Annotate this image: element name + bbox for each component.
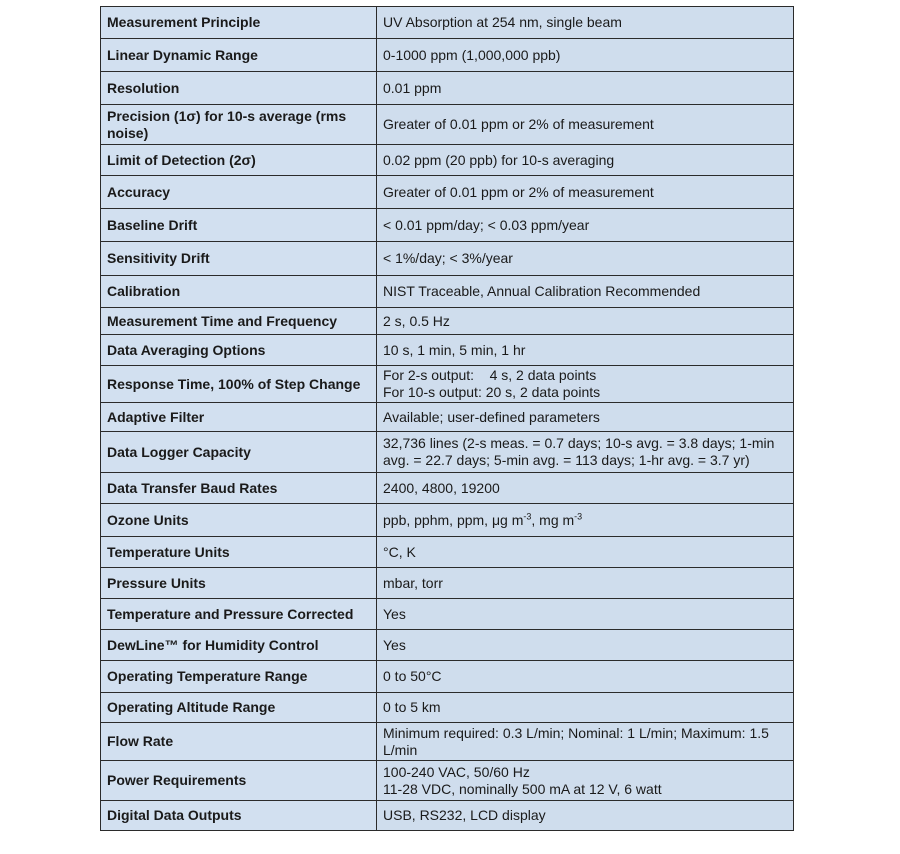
unit-exponent: -3 (523, 510, 532, 521)
spec-row (101, 568, 794, 599)
spec-value (377, 366, 794, 403)
spec-value (377, 761, 794, 801)
spec-row (101, 7, 794, 39)
spec-row (101, 504, 794, 537)
spec-row (101, 432, 794, 473)
spec-value (377, 335, 794, 366)
spec-label: Power Requirements (101, 761, 377, 801)
spec-value (377, 693, 794, 723)
spec-label: Accuracy (101, 176, 377, 209)
spec-value (377, 432, 794, 473)
spec-row (101, 145, 794, 176)
spec-value (377, 145, 794, 176)
spec-value (377, 7, 794, 39)
spec-value-line: mbar, torr (383, 574, 443, 591)
spec-row (101, 630, 794, 661)
spec-value-line: NIST Traceable, Annual Calibration Recommended (383, 283, 701, 299)
spec-value (377, 39, 794, 72)
spec-value-line: < 1%/day; < 3%/year (383, 250, 513, 266)
spec-row (101, 473, 794, 504)
spec-label: Measurement Principle (101, 7, 377, 39)
spec-label: Temperature and Pressure Corrected (101, 599, 377, 630)
spec-value (377, 661, 794, 693)
spec-row (101, 209, 794, 242)
spec-label: Temperature Units (101, 537, 377, 568)
spec-value (377, 568, 794, 599)
spec-label: Operating Altitude Range (101, 693, 377, 723)
spec-row (101, 403, 794, 432)
spec-value-line: 2 s, 0.5 Hz (383, 312, 450, 329)
spec-label: Precision (1σ) for 10-s average (rms noise) (101, 105, 377, 145)
spec-value (377, 403, 794, 432)
spec-row (101, 242, 794, 276)
spec-value-line: Greater of 0.01 ppm or 2% of measurement (383, 183, 654, 200)
spec-row (101, 308, 794, 335)
spec-value-line: Minimum required: 0.3 L/min; Nominal: 1 L/min; Maximum: 1.5 L/min (383, 724, 773, 758)
spec-label: Baseline Drift (101, 209, 377, 242)
spec-label: Operating Temperature Range (101, 661, 377, 693)
spec-value-line: Yes (383, 605, 406, 622)
spec-value-line: 0-1000 ppm (1,000,000 ppb) (383, 46, 561, 63)
spec-label: Calibration (101, 276, 377, 308)
spec-row (101, 39, 794, 72)
spec-row (101, 801, 794, 831)
spec-value (377, 473, 794, 504)
spec-label: Ozone Units (101, 504, 377, 537)
spec-value-text: , mg m (531, 511, 575, 528)
spec-value-line: For 2-s output: 4 s, 2 data points (383, 367, 597, 383)
spec-value-text: ppb, pphm, ppm, μg m (383, 511, 524, 528)
spec-value-line: 0.02 ppm (20 ppb) for 10-s averaging (383, 151, 615, 168)
spec-row (101, 105, 794, 145)
spec-row (101, 72, 794, 105)
spec-value-line: 10 s, 1 min, 5 min, 1 hr (383, 341, 526, 358)
spec-label: Linear Dynamic Range (101, 39, 377, 72)
spec-value (377, 801, 794, 831)
spec-value (377, 72, 794, 105)
spec-value-line: 32,736 lines (2-s meas. = 0.7 days; 10-s avg. = 3.8 days; 1-min avg. = 22.7 days; 5-min avg. = 113 days; 1-hr avg. = 3.7 yr) (383, 435, 779, 468)
spec-label: Sensitivity Drift (101, 242, 377, 276)
spec-label: Pressure Units (101, 568, 377, 599)
spec-value (377, 209, 794, 242)
spec-row (101, 276, 794, 308)
spec-row (101, 599, 794, 630)
spec-row (101, 693, 794, 723)
spec-label: Response Time, 100% of Step Change (101, 366, 377, 403)
spec-label: Limit of Detection (2σ) (101, 145, 377, 176)
spec-label: Digital Data Outputs (101, 801, 377, 831)
spec-row (101, 761, 794, 801)
spec-value-line: 2400, 4800, 19200 (383, 479, 500, 496)
spec-value-line: Yes (383, 636, 406, 653)
spec-label: Data Transfer Baud Rates (101, 473, 377, 504)
spec-value-line: 100-240 VAC, 50/60 Hz (383, 763, 530, 780)
spec-value-line: 0 to 5 km (383, 699, 441, 715)
spec-value (377, 105, 794, 145)
spec-row (101, 335, 794, 366)
spec-value-line: UV Absorption at 254 nm, single beam (383, 14, 622, 30)
spec-value-line: < 0.01 ppm/day; < 0.03 ppm/year (383, 216, 590, 233)
spec-row (101, 176, 794, 209)
spec-value (377, 504, 794, 537)
spec-value (377, 599, 794, 630)
spec-row (101, 366, 794, 403)
spec-value-line: For 10-s output: 20 s, 2 data points (383, 384, 601, 400)
spec-row (101, 537, 794, 568)
spec-value-line: 0 to 50°C (383, 668, 442, 684)
spec-value-line: Available; user-defined parameters (383, 408, 600, 425)
spec-row (101, 723, 794, 761)
spec-value-line: °C, K (383, 543, 416, 560)
spec-label: Data Averaging Options (101, 335, 377, 366)
specifications-table-body (101, 7, 794, 831)
spec-label: Adaptive Filter (101, 403, 377, 432)
spec-value-line: 11-28 VDC, nominally 500 mA at 12 V, 6 watt (383, 780, 662, 797)
spec-value-line: 0.01 ppm (383, 79, 442, 96)
spec-value (377, 537, 794, 568)
spec-value-line: Greater of 0.01 ppm or 2% of measurement (383, 116, 654, 132)
spec-row (101, 661, 794, 693)
spec-value (377, 308, 794, 335)
spec-value (377, 176, 794, 209)
spec-label: Resolution (101, 72, 377, 105)
spec-value (377, 723, 794, 761)
spec-value (377, 276, 794, 308)
unit-exponent: -3 (574, 510, 583, 521)
specifications-table (100, 6, 794, 831)
spec-value-line: USB, RS232, LCD display (383, 807, 546, 823)
spec-label: Flow Rate (101, 723, 377, 761)
spec-label: DewLine™ for Humidity Control (101, 630, 377, 661)
spec-label: Data Logger Capacity (101, 432, 377, 473)
spec-value (377, 630, 794, 661)
spec-label: Measurement Time and Frequency (101, 308, 377, 335)
spec-value (377, 242, 794, 276)
